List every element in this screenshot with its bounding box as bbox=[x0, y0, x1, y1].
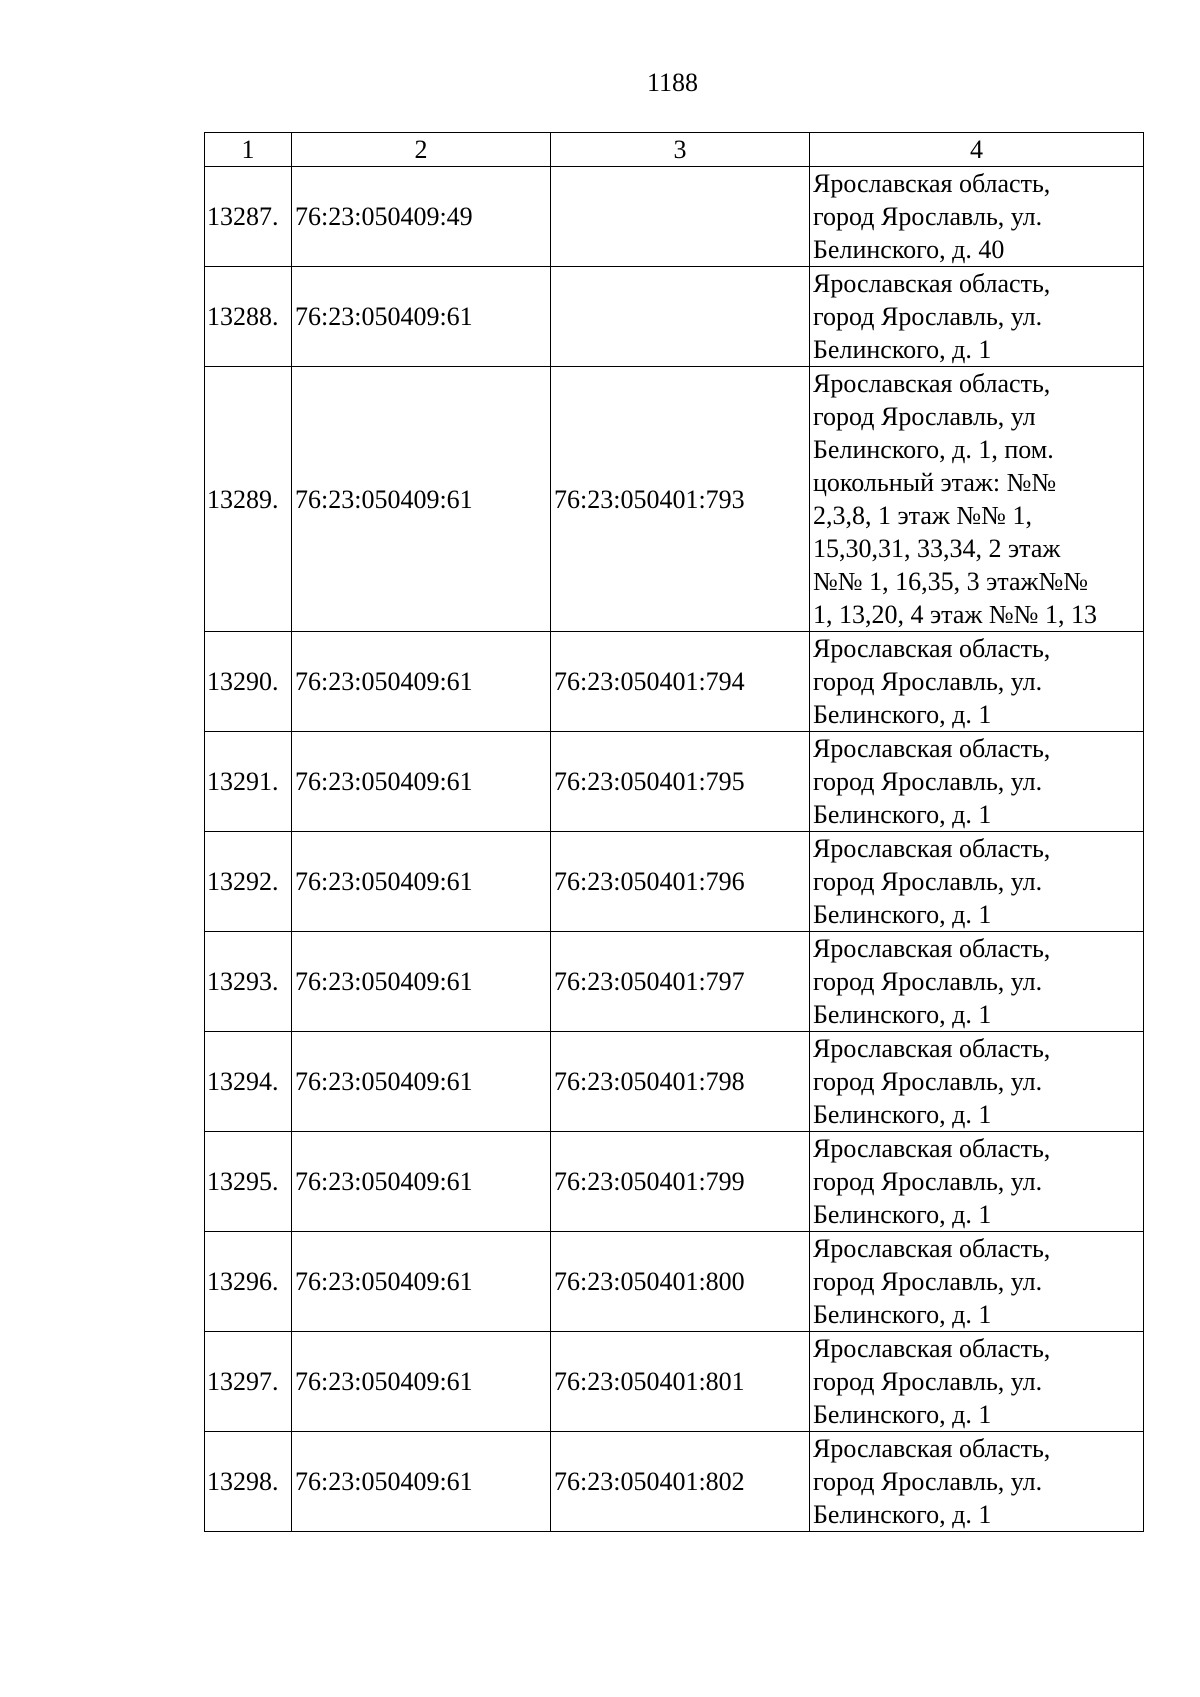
parcel-number-cell: 76:23:050409:61 bbox=[292, 1232, 551, 1332]
address-line: Белинского, д. 1 bbox=[813, 1400, 992, 1429]
table-body bbox=[205, 167, 1144, 1532]
address-cell bbox=[810, 167, 1144, 267]
registry-table bbox=[204, 132, 1144, 1532]
object-number-cell: 76:23:050401:798 bbox=[551, 1032, 810, 1132]
row-number-cell: 13295. bbox=[205, 1132, 292, 1232]
address-line: Белинского, д. 1 bbox=[813, 335, 992, 364]
table-row bbox=[205, 1432, 1144, 1532]
object-number-cell: 76:23:050401:802 bbox=[551, 1432, 810, 1532]
address-line: Белинского, д. 40 bbox=[813, 235, 1005, 264]
row-number-cell: 13289. bbox=[205, 367, 292, 632]
object-number-cell: 76:23:050401:801 bbox=[551, 1332, 810, 1432]
page-number: 1188 bbox=[646, 68, 699, 97]
address-line: Ярославская область, bbox=[813, 1034, 1051, 1063]
table-row bbox=[205, 1332, 1144, 1432]
address-cell bbox=[810, 1332, 1144, 1432]
address-line: город Ярославль, ул. bbox=[813, 767, 1043, 796]
address-cell bbox=[810, 1132, 1144, 1232]
header-row bbox=[205, 133, 1144, 167]
address-line: Ярославская область, bbox=[813, 934, 1051, 963]
address-line: город Ярославль, ул. bbox=[813, 202, 1043, 231]
address-cell bbox=[810, 732, 1144, 832]
row-number-cell: 13296. bbox=[205, 1232, 292, 1332]
address-line: Белинского, д. 1 bbox=[813, 1100, 992, 1129]
address-line: цокольный этаж: №№ bbox=[813, 468, 1057, 497]
table-row bbox=[205, 1032, 1144, 1132]
object-number-cell bbox=[551, 267, 810, 367]
column-header-4: 4 bbox=[810, 133, 1144, 167]
address-cell bbox=[810, 832, 1144, 932]
address-line: город Ярославль, ул. bbox=[813, 302, 1043, 331]
table-row bbox=[205, 1132, 1144, 1232]
address-line: Белинского, д. 1 bbox=[813, 1000, 992, 1029]
address-line: Белинского, д. 1 bbox=[813, 1500, 992, 1529]
address-line: город Ярославль, ул. bbox=[813, 1167, 1043, 1196]
row-number-cell: 13293. bbox=[205, 932, 292, 1032]
address-cell bbox=[810, 1032, 1144, 1132]
address-line: город Ярославль, ул. bbox=[813, 1367, 1043, 1396]
object-number-cell bbox=[551, 167, 810, 267]
address-line: Ярославская область, bbox=[813, 1434, 1051, 1463]
address-line: Ярославская область, bbox=[813, 634, 1051, 663]
address-line: 15,30,31, 33,34, 2 этаж bbox=[813, 534, 1061, 563]
parcel-number-cell: 76:23:050409:61 bbox=[292, 1432, 551, 1532]
parcel-number-cell: 76:23:050409:61 bbox=[292, 732, 551, 832]
row-number-cell: 13298. bbox=[205, 1432, 292, 1532]
table-row bbox=[205, 632, 1144, 732]
object-number-cell: 76:23:050401:795 bbox=[551, 732, 810, 832]
object-number-cell: 76:23:050401:794 bbox=[551, 632, 810, 732]
address-line: Белинского, д. 1 bbox=[813, 800, 992, 829]
parcel-number-cell: 76:23:050409:61 bbox=[292, 632, 551, 732]
row-number-cell: 13292. bbox=[205, 832, 292, 932]
parcel-number-cell: 76:23:050409:61 bbox=[292, 1332, 551, 1432]
address-cell bbox=[810, 1432, 1144, 1532]
table-row bbox=[205, 832, 1144, 932]
address-line: Ярославская область, bbox=[813, 834, 1051, 863]
address-line: город Ярославль, ул. bbox=[813, 1267, 1043, 1296]
address-cell bbox=[810, 267, 1144, 367]
row-number-cell: 13291. bbox=[205, 732, 292, 832]
address-line: город Ярославль, ул. bbox=[813, 667, 1043, 696]
address-line: Ярославская область, bbox=[813, 1334, 1051, 1363]
address-cell bbox=[810, 632, 1144, 732]
address-line: город Ярославль, ул. bbox=[813, 867, 1043, 896]
address-cell bbox=[810, 367, 1144, 632]
address-line: Ярославская область, bbox=[813, 734, 1051, 763]
column-header-3: 3 bbox=[551, 133, 810, 167]
object-number-cell: 76:23:050401:796 bbox=[551, 832, 810, 932]
table-row bbox=[205, 732, 1144, 832]
address-line: Белинского, д. 1 bbox=[813, 1300, 992, 1329]
address-line: Белинского, д. 1 bbox=[813, 700, 992, 729]
address-line: город Ярославль, ул bbox=[813, 402, 1036, 431]
parcel-number-cell: 76:23:050409:61 bbox=[292, 1032, 551, 1132]
parcel-number-cell: 76:23:050409:61 bbox=[292, 367, 551, 632]
address-line: Ярославская область, bbox=[813, 269, 1051, 298]
address-line: город Ярославль, ул. bbox=[813, 1067, 1043, 1096]
address-cell bbox=[810, 1232, 1144, 1332]
object-number-cell: 76:23:050401:799 bbox=[551, 1132, 810, 1232]
parcel-number-cell: 76:23:050409:61 bbox=[292, 832, 551, 932]
object-number-cell: 76:23:050401:797 bbox=[551, 932, 810, 1032]
parcel-number-cell: 76:23:050409:61 bbox=[292, 1132, 551, 1232]
address-line: 2,3,8, 1 этаж №№ 1, bbox=[813, 501, 1032, 530]
row-number-cell: 13288. bbox=[205, 267, 292, 367]
table-header bbox=[205, 133, 1144, 167]
object-number-cell: 76:23:050401:793 bbox=[551, 367, 810, 632]
parcel-number-cell: 76:23:050409:61 bbox=[292, 267, 551, 367]
address-line: Белинского, д. 1 bbox=[813, 1200, 992, 1229]
address-line: №№ 1, 16,35, 3 этаж№№ bbox=[813, 567, 1089, 596]
row-number-cell: 13294. bbox=[205, 1032, 292, 1132]
address-line: Ярославская область, bbox=[813, 1234, 1051, 1263]
address-line: Ярославская область, bbox=[813, 369, 1051, 398]
address-line: город Ярославль, ул. bbox=[813, 1467, 1043, 1496]
table-row bbox=[205, 932, 1144, 1032]
address-line: Ярославская область, bbox=[813, 169, 1051, 198]
parcel-number-cell: 76:23:050409:49 bbox=[292, 167, 551, 267]
row-number-cell: 13287. bbox=[205, 167, 292, 267]
table-row bbox=[205, 1232, 1144, 1332]
row-number-cell: 13297. bbox=[205, 1332, 292, 1432]
row-number-cell: 13290. bbox=[205, 632, 292, 732]
address-line: город Ярославль, ул. bbox=[813, 967, 1043, 996]
address-line: Белинского, д. 1, пом. bbox=[813, 435, 1054, 464]
column-header-1: 1 bbox=[205, 133, 292, 167]
address-line: Ярославская область, bbox=[813, 1134, 1051, 1163]
address-line: 1, 13,20, 4 этаж №№ 1, 13 bbox=[813, 600, 1097, 629]
object-number-cell: 76:23:050401:800 bbox=[551, 1232, 810, 1332]
table-row bbox=[205, 167, 1144, 267]
column-header-2: 2 bbox=[292, 133, 551, 167]
table-row bbox=[205, 367, 1144, 632]
address-line: Белинского, д. 1 bbox=[813, 900, 992, 929]
table-row bbox=[205, 267, 1144, 367]
address-cell bbox=[810, 932, 1144, 1032]
parcel-number-cell: 76:23:050409:61 bbox=[292, 932, 551, 1032]
